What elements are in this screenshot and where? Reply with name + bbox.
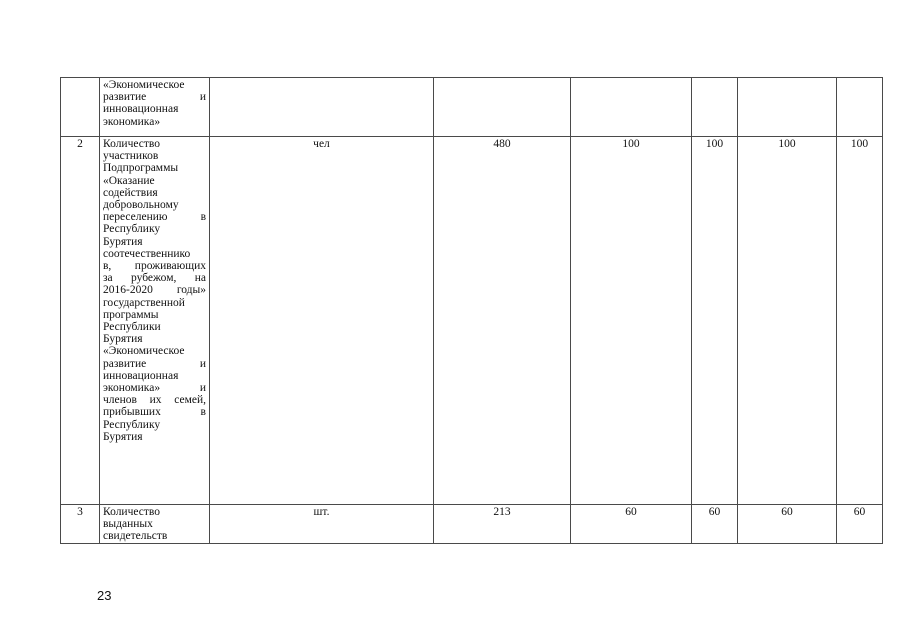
indicator-name-line: «Экономическое bbox=[103, 79, 185, 91]
indicator-name-line: Республики bbox=[103, 321, 161, 334]
value-cell-1 bbox=[434, 78, 571, 137]
indicator-name-line: 2016-2020 годы» bbox=[103, 284, 206, 297]
indicator-name-cell bbox=[100, 78, 210, 137]
indicator-name-line: в, проживающих bbox=[103, 260, 206, 273]
indicator-name-line: Бурятия bbox=[103, 333, 143, 346]
indicator-name-line: Бурятия bbox=[103, 430, 143, 443]
indicator-name-line: переселению в bbox=[103, 211, 206, 224]
indicator-name-line: развитие и bbox=[103, 91, 206, 104]
table-row bbox=[61, 78, 883, 137]
indicator-name-line: программы bbox=[103, 308, 159, 321]
value-cell-1: 213 bbox=[434, 505, 571, 544]
indicator-name-line: инновационная bbox=[103, 103, 179, 116]
table-row bbox=[61, 137, 883, 505]
indicator-name-line: выданных bbox=[103, 518, 153, 531]
indicator-name-cell bbox=[100, 137, 210, 505]
indicator-name-line: членов их семей, bbox=[103, 394, 206, 407]
table-row bbox=[61, 505, 883, 544]
value-cell-3: 60 bbox=[692, 505, 738, 544]
page-number: 23 bbox=[97, 588, 112, 603]
value-cell-3 bbox=[692, 78, 738, 137]
indicator-name-line: Бурятия bbox=[103, 235, 143, 248]
indicator-name-line: развитие и bbox=[103, 357, 206, 370]
indicator-name-line: свидетельств bbox=[103, 530, 168, 543]
indicator-name-line: «Экономическое bbox=[103, 345, 185, 358]
row-number-cell: 3 bbox=[61, 505, 100, 544]
row-number-cell bbox=[61, 78, 100, 137]
value-cell-2 bbox=[571, 78, 692, 137]
unit-cell: чел bbox=[210, 137, 434, 505]
indicator-name-line: содействия bbox=[103, 186, 158, 199]
indicator-name-line: Количество bbox=[103, 506, 160, 518]
value-cell-4: 100 bbox=[738, 137, 837, 505]
value-cell-5: 60 bbox=[837, 505, 883, 544]
indicator-name-line: экономика» и bbox=[103, 382, 206, 395]
indicator-name-line: Количество bbox=[103, 138, 160, 150]
unit-cell bbox=[210, 78, 434, 137]
indicator-name-line: инновационная bbox=[103, 369, 179, 382]
value-cell-4 bbox=[738, 78, 837, 137]
value-cell-2: 60 bbox=[571, 505, 692, 544]
value-cell-5 bbox=[837, 78, 883, 137]
indicator-name-line: участников bbox=[103, 150, 159, 163]
indicator-name-line: за рубежом, на bbox=[103, 272, 206, 285]
row-number-cell: 2 bbox=[61, 137, 100, 505]
value-cell-3: 100 bbox=[692, 137, 738, 505]
indicator-name-line: Республику bbox=[103, 418, 161, 431]
indicator-name-cell bbox=[100, 505, 210, 544]
indicator-name-line: Республику bbox=[103, 223, 161, 236]
value-cell-2: 100 bbox=[571, 137, 692, 505]
indicator-name-line: добровольному bbox=[103, 199, 179, 212]
indicator-name-line: «Оказание bbox=[103, 174, 155, 187]
indicator-table bbox=[60, 77, 883, 544]
value-cell-5: 100 bbox=[837, 137, 883, 505]
indicator-name-line: соотечественнико bbox=[103, 247, 191, 260]
indicator-name-line: Подпрограммы bbox=[103, 162, 179, 175]
indicator-name-line: экономика» bbox=[103, 115, 161, 128]
indicator-name-line: прибывших в bbox=[103, 406, 206, 419]
value-cell-1: 480 bbox=[434, 137, 571, 505]
unit-cell: шт. bbox=[210, 505, 434, 544]
value-cell-4: 60 bbox=[738, 505, 837, 544]
indicator-name-line: государственной bbox=[103, 296, 185, 309]
